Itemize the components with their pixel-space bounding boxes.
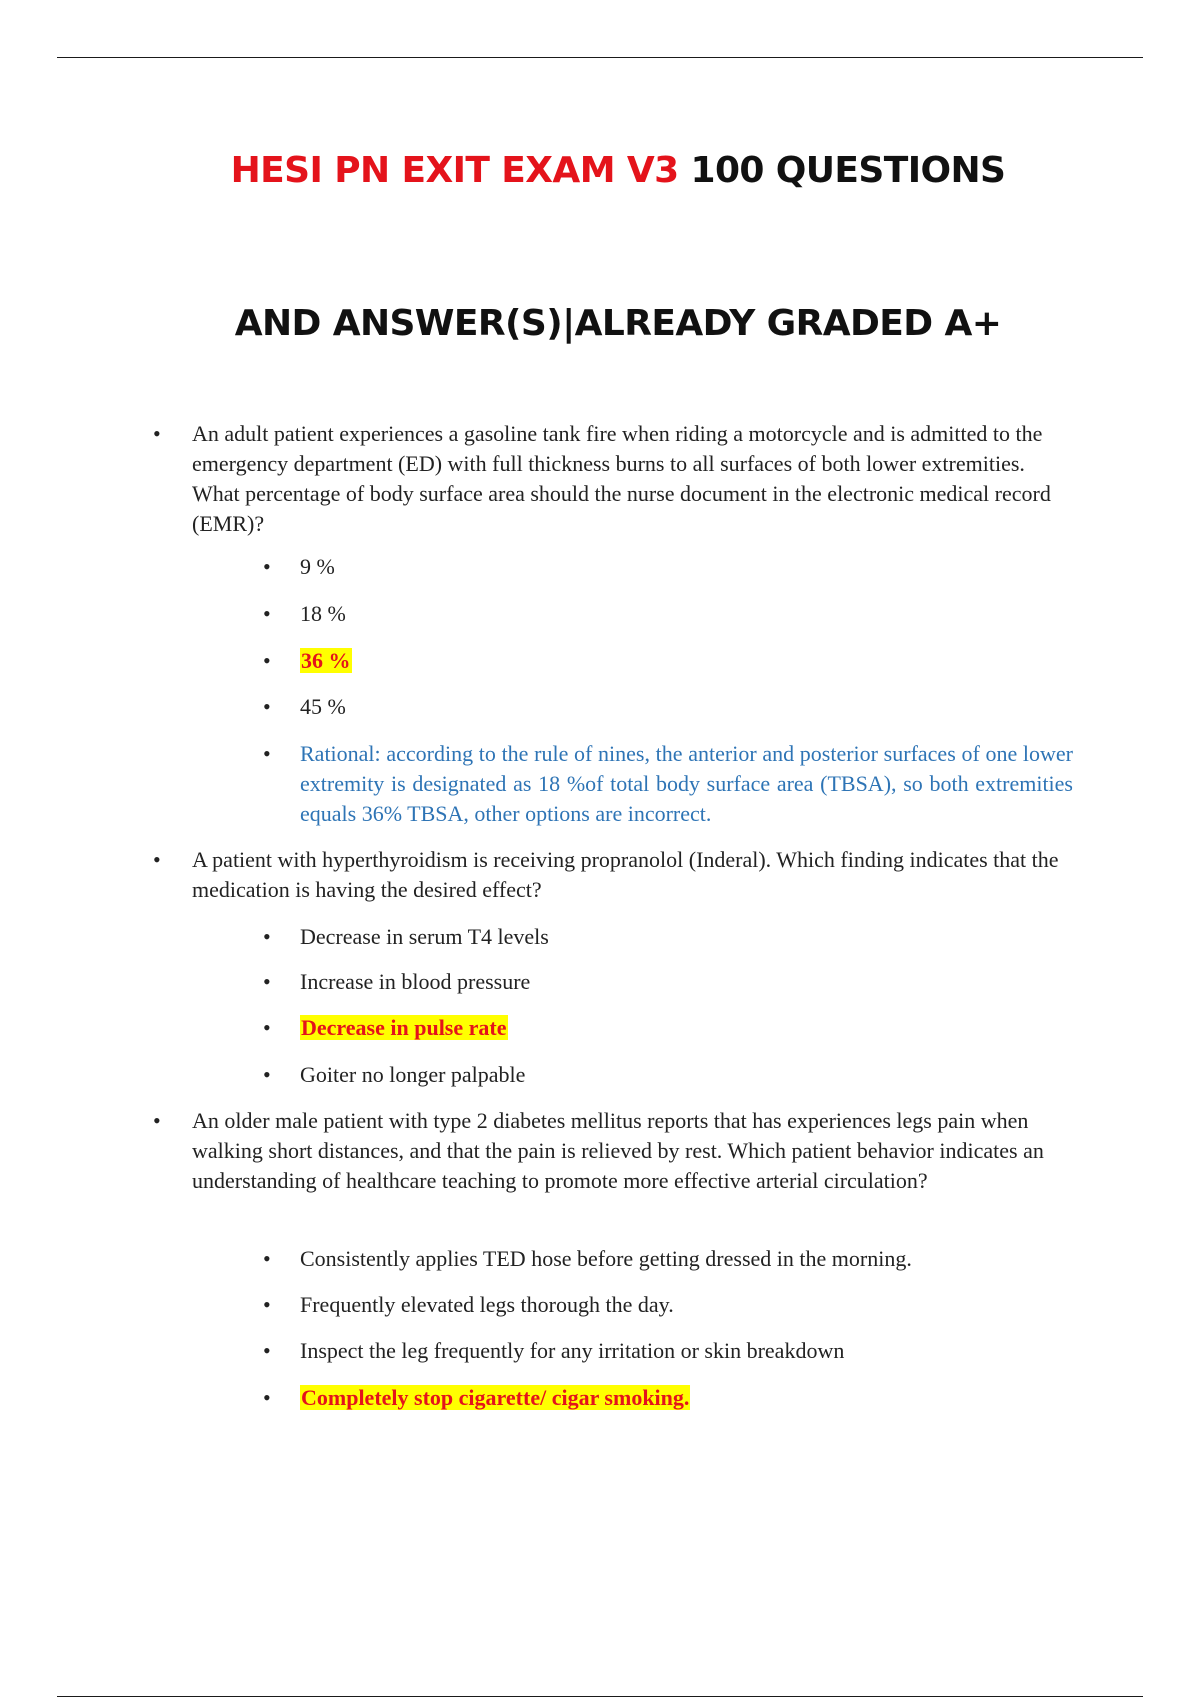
option-text: Inspect the leg frequently for any irritation or skin breakdown	[300, 1338, 845, 1363]
question-bullet: •	[153, 421, 161, 446]
question-1-option-a	[263, 552, 1073, 582]
option-text: Decrease in serum T4 levels	[300, 924, 549, 949]
question-1-option-d	[263, 692, 1073, 722]
option-bullet: •	[263, 1015, 271, 1040]
correct-answer-highlight: 36 %	[301, 648, 351, 673]
question-1-option-b	[263, 599, 1073, 629]
option-bullet: •	[263, 648, 271, 673]
option-bullet: •	[263, 741, 271, 766]
option-bullet: •	[263, 1338, 271, 1363]
option-text: Increase in blood pressure	[300, 969, 531, 994]
question-bullet: •	[153, 1108, 161, 1133]
option-bullet: •	[263, 924, 271, 949]
question-1	[153, 419, 1061, 539]
correct-answer-highlight: Decrease in pulse rate	[301, 1015, 507, 1040]
question-3-option-a	[263, 1244, 1073, 1274]
option-text: 9 %	[300, 554, 335, 579]
question-3	[153, 1106, 1061, 1196]
bottom-rule	[57, 1696, 1143, 1697]
question-text: An adult patient experiences a gasoline tank fire when riding a motorcycle and is admitted to the emergency department (ED) with full thickness burns to all surfaces of both lower extremities. What percentage of body surface area should the nurse document in the electronic medical record (EMR)?	[192, 421, 1051, 536]
option-bullet: •	[263, 1062, 271, 1087]
question-2-option-b	[263, 967, 1073, 997]
correct-answer-highlight: Completely stop cigarette/ cigar smoking.	[301, 1385, 690, 1410]
option-bullet: •	[263, 1292, 271, 1317]
top-rule	[57, 57, 1143, 58]
question-1-option-c-correct	[263, 646, 1073, 676]
option-text: 18 %	[300, 601, 346, 626]
question-text: A patient with hyperthyroidism is receiving propranolol (Inderal). Which finding indicates that the medication is having the desired effect?	[192, 847, 1059, 902]
option-bullet: •	[263, 969, 271, 994]
option-bullet: •	[263, 601, 271, 626]
question-2-option-c-correct	[263, 1013, 1073, 1043]
option-text: Frequently elevated legs thorough the day.	[300, 1292, 674, 1317]
question-bullet: •	[153, 847, 161, 872]
title-red-part: HESI PN EXIT EXAM V3	[230, 150, 679, 191]
option-text: Goiter no longer palpable	[300, 1062, 526, 1087]
document-subtitle: AND ANSWER(S)|ALREADY GRADED A+	[234, 303, 1002, 344]
question-text: An older male patient with type 2 diabetes mellitus reports that has experiences legs pain when walking short distances, and that the pain is relieved by rest. Which patient behavior indicates an understanding of healthcare teaching to promote more effective arterial circulation?	[192, 1108, 1044, 1193]
option-text: 45 %	[300, 694, 346, 719]
title-black-part: 100 QUESTIONS	[690, 150, 1006, 191]
question-3-option-c	[263, 1336, 1073, 1366]
question-3-option-b	[263, 1290, 1073, 1320]
rationale-text: Rational: according to the rule of nines, the anterior and posterior surfaces of one lower extremity is designated as 18 %of total body surface area (TBSA), so both extremities equals 36% TBSA, other options are incorrect.	[300, 741, 1073, 826]
question-2	[153, 845, 1061, 905]
option-bullet: •	[263, 1385, 271, 1410]
option-bullet: •	[263, 554, 271, 579]
question-2-option-a	[263, 922, 1073, 952]
question-2-option-d	[263, 1060, 1073, 1090]
option-bullet: •	[263, 694, 271, 719]
option-bullet: •	[263, 1246, 271, 1271]
question-1-rationale	[263, 739, 1073, 829]
document-title	[0, 150, 1200, 191]
option-text: Consistently applies TED hose before getting dressed in the morning.	[300, 1246, 912, 1271]
question-3-option-d-correct	[263, 1383, 1073, 1413]
